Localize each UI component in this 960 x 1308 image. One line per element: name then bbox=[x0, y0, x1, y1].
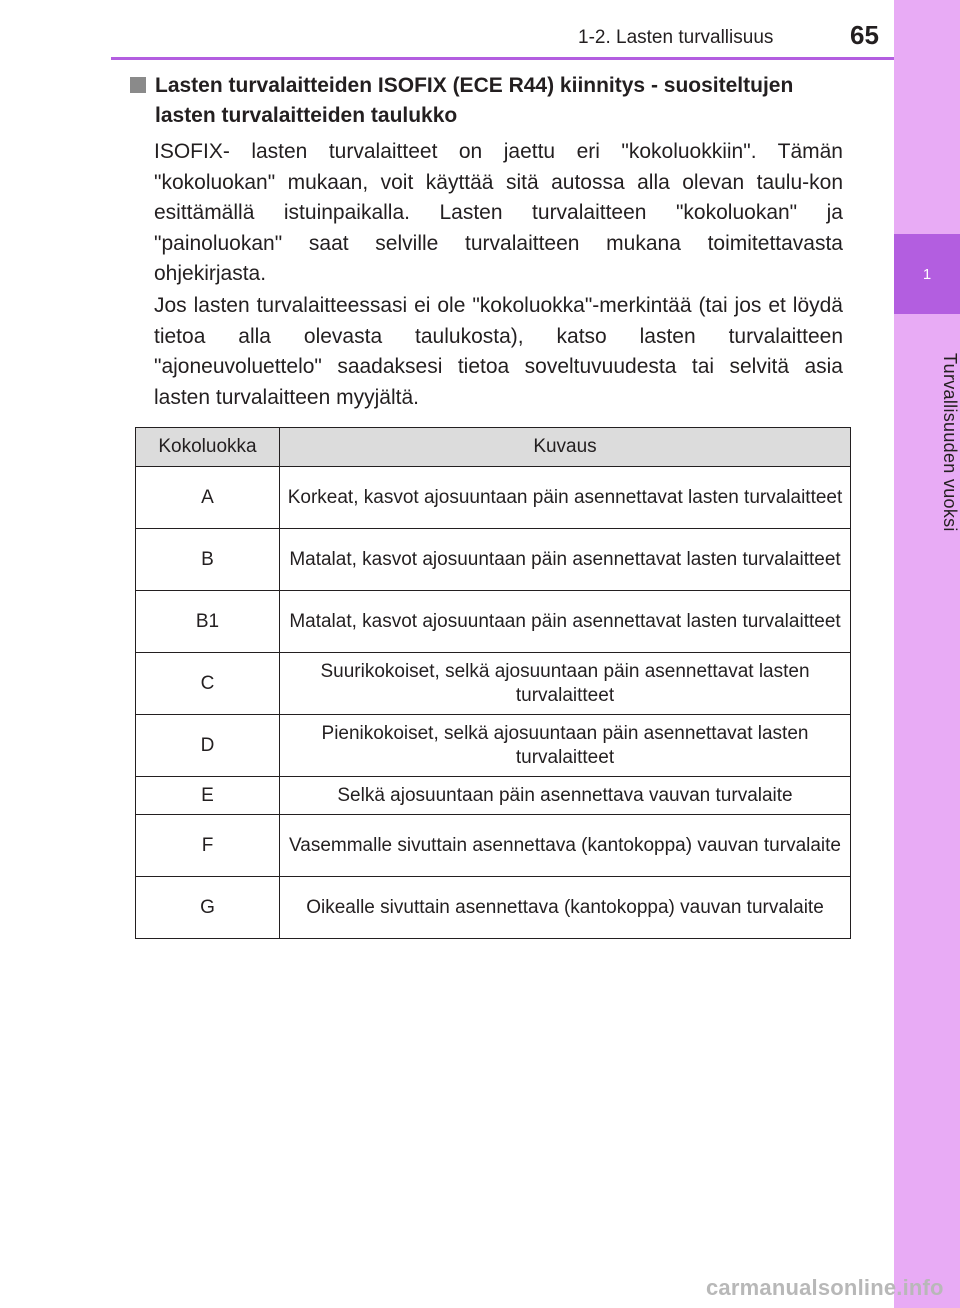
size-class-table bbox=[135, 427, 851, 939]
chapter-label-text: Turvallisuuden vuoksi bbox=[940, 352, 960, 532]
intro-paragraph: ISOFIX- lasten turvalaitteet on jaettu eri "kokoluokkiin". Tämän "kokoluokan" mukaan, voit käyttää sitä autossa alla olevan taulu-kon esittämällä istuinpaikalla. Lasten turvalaitteen "kokoluokan" ja "painoluokan" saat selville turvalaitteen mukana toimitettavasta ohjekirjasta. bbox=[154, 140, 843, 285]
chapter-side-band bbox=[894, 0, 960, 1308]
watermark: carmanualsonline.info bbox=[706, 1275, 944, 1300]
description-cell: Pienikokoiset, selkä ajosuuntaan päin asennettavat lasten turvalaitteet bbox=[280, 715, 851, 777]
table-row bbox=[136, 815, 851, 877]
description-cell: Matalat, kasvot ajosuuntaan päin asennettavat lasten turvalaitteet bbox=[280, 529, 851, 591]
section-title: 1-2. Lasten turvallisuus bbox=[578, 27, 774, 48]
description-cell: Korkeat, kasvot ajosuuntaan päin asennettavat lasten turvalaitteet bbox=[280, 467, 851, 529]
chapter-label bbox=[894, 322, 960, 562]
size-class-cell: D bbox=[136, 715, 280, 777]
size-class-cell: E bbox=[136, 777, 280, 815]
size-class-cell: G bbox=[136, 877, 280, 939]
section-heading-text: Lasten turvalaitteiden ISOFIX (ECE R44) kiinnitys - suositeltujen lasten turvalaitteiden taulukko bbox=[155, 74, 794, 127]
description-cell: Matalat, kasvot ajosuuntaan päin asennettavat lasten turvalaitteet bbox=[280, 591, 851, 653]
table-row bbox=[136, 777, 851, 815]
description-cell: Suurikokoiset, selkä ajosuuntaan päin asennettavat lasten turvalaitteet bbox=[280, 653, 851, 715]
header-rule bbox=[111, 57, 894, 60]
description-cell: Oikealle sivuttain asennettava (kantokoppa) vauvan turvalaite bbox=[280, 877, 851, 939]
table-row bbox=[136, 529, 851, 591]
square-bullet-icon bbox=[130, 77, 146, 93]
size-class-cell: F bbox=[136, 815, 280, 877]
page-number: 65 bbox=[850, 20, 879, 50]
column-header-size-class: Kokoluokka bbox=[136, 428, 280, 467]
table-row bbox=[136, 591, 851, 653]
chapter-tab[interactable] bbox=[894, 234, 960, 314]
description-cell: Selkä ajosuuntaan päin asennettava vauvan turvalaite bbox=[280, 777, 851, 815]
note-paragraph: Jos lasten turvalaitteessasi ei ole "kokoluokka"-merkintää (tai jos et löydä tietoa alla olevasta taulukosta), katso lasten turvalaitteen "ajoneuvoluettelo" saadaksesi tietoa soveltuvuudesta tai selvitä asia lasten turvalaitteen myyjältä. bbox=[154, 294, 843, 409]
table-header-row bbox=[136, 428, 851, 467]
table-row bbox=[136, 467, 851, 529]
description-cell: Vasemmalle sivuttain asennettava (kantokoppa) vauvan turvalaite bbox=[280, 815, 851, 877]
table-row bbox=[136, 715, 851, 777]
table-row bbox=[136, 653, 851, 715]
table-row bbox=[136, 877, 851, 939]
size-class-cell: A bbox=[136, 467, 280, 529]
chapter-tab-number: 1 bbox=[922, 265, 932, 283]
size-class-cell: B bbox=[136, 529, 280, 591]
section-heading bbox=[130, 71, 844, 131]
size-class-cell: C bbox=[136, 653, 280, 715]
column-header-description: Kuvaus bbox=[280, 428, 851, 467]
size-class-cell: B1 bbox=[136, 591, 280, 653]
